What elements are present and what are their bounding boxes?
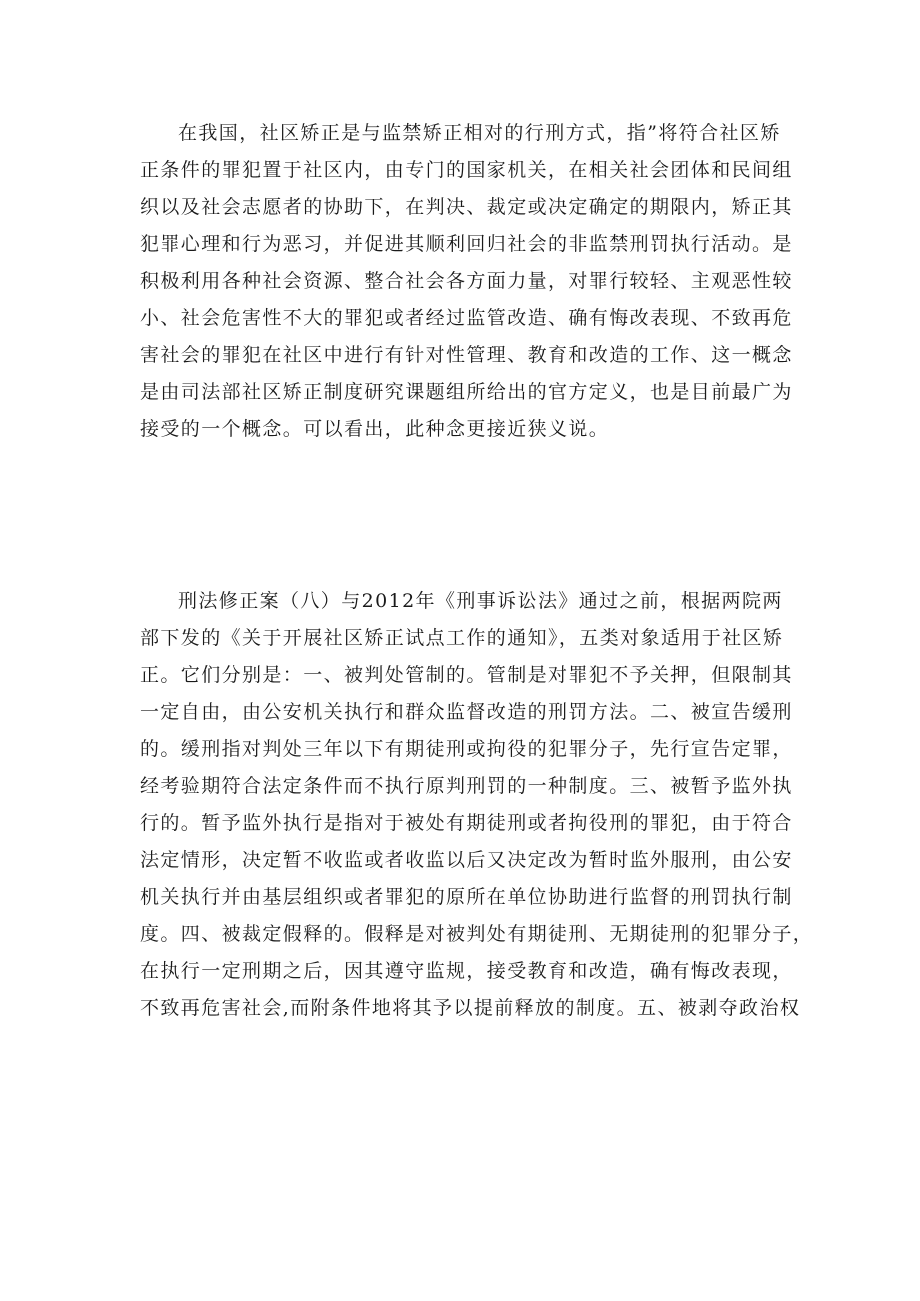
text-line: 害社会的罪犯在社区中进行有针对性管理、教育和改造的工作、这一概念 <box>140 344 793 366</box>
text-line: 部下发的《关于开展社区矫正试点工作的通知》，五类对象适用于社区矫 <box>140 627 784 649</box>
text-line: 经考验期符合法定条件而不执行原判刑罚的一种制度。三、被暂予监外执 <box>140 775 793 797</box>
text-line: 正条件的罪犯置于社区内，由专门的国家机关，在相关社会团体和民间组 <box>140 159 793 181</box>
text-line: 织以及社会志愿者的协助下，在判决、裁定或决定确定的期限内，矫正其 <box>140 196 793 218</box>
text-line: 积极利用各种社会资源、整合社会各方面力量，对罪行较轻、主观恶性较 <box>140 270 793 292</box>
text-line: 刑法修正案（八）与2012年《刑事诉讼法》通过之前，根据两院两 <box>178 590 783 612</box>
text-line: 行的。暂予监外执行是指对于被处有期徒刑或者拘役刑的罪犯，由于符合 <box>140 812 793 834</box>
text-line: 犯罪心理和行为恶习，并促进其顺利回归社会的非监禁刑罚执行活动。是 <box>140 233 793 255</box>
text-line: 在我国，社区矫正是与监禁矫正相对的行刑方式，指”将符合社区矫 <box>178 122 781 144</box>
text-line: 在执行一定刑期之后，因其遵守监规，接受教育和改造，确有悔改表现， <box>140 960 793 982</box>
paragraph-five-categories <box>140 583 814 1027</box>
text-line: 度。四、被裁定假释的。假释是对被判处有期徒刑、无期徒刑的犯罪分子， <box>140 923 814 945</box>
text-line: 小、社会危害性不大的罪犯或者经过监管改造、确有悔改表现、不致再危 <box>140 307 793 329</box>
text-line: 正。它们分别是：一、被判处管制的。管制是对罪犯不予关押，但限制其 <box>140 664 793 686</box>
text-line: 不致再危害社会,而附条件地将其予以提前释放的制度。五、被剥夺政治权 <box>140 997 801 1019</box>
text-line: 是由司法部社区矫正制度研究课题组所给出的官方定义，也是目前最广为 <box>140 381 793 403</box>
paragraph-community-correction-definition <box>140 115 800 448</box>
text-line: 法定情形，决定暂不收监或者收监以后又决定改为暂时监外服刑，由公安 <box>140 849 793 871</box>
text-line: 的。缓刑指对判处三年以下有期徒刑或拘役的犯罪分子，先行宣告定罪， <box>140 738 793 760</box>
text-line: 一定自由，由公安机关执行和群众监督改造的刑罚方法。二、被宣告缓刑 <box>140 701 793 723</box>
text-line: 接受的一个概念。可以看出，此种念更接近狭义说。 <box>140 418 610 440</box>
text-line: 机关执行并由基层组织或者罪犯的原所在单位协助进行监督的刑罚执行制 <box>140 886 793 908</box>
